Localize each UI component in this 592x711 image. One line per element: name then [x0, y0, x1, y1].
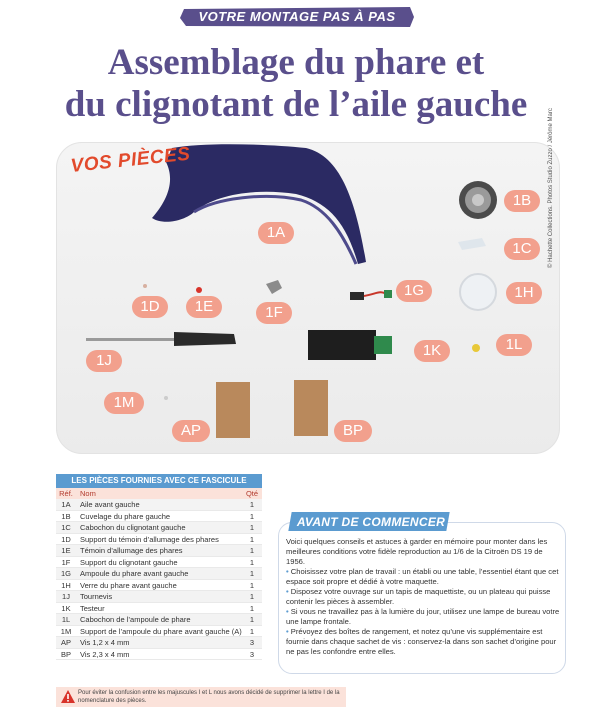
- row-ref: 1L: [61, 615, 71, 624]
- table-row: [56, 511, 262, 523]
- table-row: [56, 545, 262, 557]
- col-name: Nom: [80, 489, 96, 498]
- col-ref: Réf.: [59, 489, 73, 498]
- tag-1B: 1B: [504, 190, 540, 212]
- row-name: Ampoule du phare avant gauche: [80, 569, 189, 578]
- bullet-mark: •: [286, 607, 289, 616]
- tips-body: [286, 537, 560, 657]
- tag-1K: 1K: [414, 340, 450, 362]
- table-row: [56, 522, 262, 534]
- tips-bullet-text: Choisissez votre plan de travail : un établi ou une table, l’essentiel étant que cet espace soit propre et dédié à votre maquette.: [286, 567, 559, 586]
- row-qte: 1: [249, 626, 255, 636]
- row-name: Aile avant gauche: [80, 500, 140, 509]
- tips-bullet-3: [286, 607, 560, 627]
- row-name: Cabochon de l’ampoule de phare: [80, 615, 191, 624]
- row-qte: 1: [249, 546, 255, 555]
- tag-1C: 1C: [504, 238, 540, 260]
- row-ref: 1H: [61, 580, 71, 590]
- row-name: Support de l’ampoule du phare avant gauche (A): [80, 626, 242, 636]
- row-ref: 1E: [61, 546, 71, 555]
- parts-table-body: [56, 499, 262, 660]
- bullet-mark: •: [286, 567, 289, 576]
- table-row: [56, 626, 262, 638]
- table-row: [56, 637, 262, 649]
- row-name: Tournevis: [80, 592, 113, 601]
- parts-label: VOS PIÈCES: [69, 143, 192, 178]
- tips-bullet-1: [286, 567, 560, 587]
- tips-bullet-text: Disposez votre ouvrage sur un tapis de maquettiste, ou un plateau qui puisse contenir les pièces à assembler.: [286, 587, 551, 606]
- row-qte: 1: [249, 557, 255, 567]
- row-ref: BP: [60, 649, 71, 659]
- tag-1G: 1G: [396, 280, 432, 302]
- row-name: Verre du phare avant gauche: [80, 580, 177, 590]
- row-ref: 1K: [61, 603, 71, 613]
- row-ref: 1D: [61, 534, 71, 544]
- tag-1H: 1H: [506, 282, 542, 304]
- row-ref: 1G: [60, 569, 71, 578]
- tips-bullet-4: [286, 627, 560, 657]
- table-row: [56, 649, 262, 661]
- row-qte: 1: [249, 523, 255, 532]
- tips-bullet-text: Prévoyez des boîtes de rangement, et notez qu’une vis supplémentaire est fournie dans chaque sachet de vis : conservez-la dans son sachet d’origine pour ne pas les confondre entre elles.: [286, 627, 557, 656]
- tag-AP: AP: [172, 420, 210, 442]
- tag-BP: BP: [334, 420, 372, 442]
- tag-1F: 1F: [256, 302, 292, 324]
- row-name: Cabochon du clignotant gauche: [80, 523, 186, 532]
- row-name: Vis 2,3 x 4 mm: [80, 649, 130, 659]
- tag-1A: 1A: [258, 222, 294, 244]
- row-name: Vis 1,2 x 4 mm: [80, 638, 130, 647]
- row-ref: 1J: [62, 592, 70, 601]
- table-row: [56, 568, 262, 580]
- row-ref: 1C: [61, 523, 71, 532]
- tag-1M: 1M: [104, 392, 144, 414]
- row-ref: AP: [60, 638, 71, 647]
- row-qte: 1: [249, 615, 255, 624]
- bullet-mark: •: [286, 587, 289, 596]
- tag-1D: 1D: [132, 296, 168, 318]
- table-row: [56, 614, 262, 626]
- row-qte: 1: [249, 603, 255, 613]
- row-qte: 3: [249, 649, 255, 659]
- tips-title: AVANT DE COMMENCER: [296, 515, 446, 529]
- row-qte: 1: [249, 511, 255, 521]
- tag-1J: 1J: [86, 350, 122, 372]
- tag-1L: 1L: [496, 334, 532, 356]
- tag-1E: 1E: [186, 296, 222, 318]
- row-name: Support du clignotant gauche: [80, 557, 178, 567]
- photo-credit: © Hachette Collections. Photos Studio Zuzzo / Jérôme Marc: [548, 108, 554, 268]
- row-qte: 1: [249, 534, 255, 544]
- tips-bullet-2: [286, 587, 560, 607]
- tips-bullet-text: Si vous ne travaillez pas à la lumière du jour, utilisez une lampe de bureau votre une lampe frontale.: [286, 607, 560, 626]
- table-row: [56, 534, 262, 546]
- parts-table-columns: [56, 488, 262, 499]
- row-qte: 1: [249, 580, 255, 590]
- row-name: Témoin d’allumage des phares: [80, 546, 183, 555]
- title-line-2: du clignotant de l’aile gauche: [64, 84, 528, 125]
- table-row: [56, 603, 262, 615]
- row-qte: 1: [249, 592, 255, 601]
- row-qte: 1: [249, 500, 255, 509]
- row-ref: 1B: [61, 511, 71, 521]
- row-ref: 1F: [61, 557, 71, 567]
- row-name: Cuvelage du phare gauche: [80, 511, 171, 521]
- row-qte: 1: [249, 569, 255, 578]
- page-title: [20, 42, 572, 126]
- row-ref: 1M: [60, 626, 72, 636]
- row-name: Support du témoin d’allumage des phares: [80, 534, 219, 544]
- row-ref: 1A: [61, 500, 71, 509]
- section-banner: [178, 6, 416, 28]
- bullet-mark: •: [286, 627, 289, 636]
- table-row: [56, 557, 262, 569]
- col-qte: Qté: [245, 489, 259, 498]
- row-name: Testeur: [80, 603, 105, 613]
- table-row: [56, 499, 262, 511]
- tips-intro: Voici quelques conseils et astuces à garder en mémoire pour monter dans les meilleures conditions votre fidèle reproduction au 1/6 de la Citroën DS 19 de 1956.: [286, 537, 548, 566]
- banner-text: VOTRE MONTAGE PAS À PAS: [198, 9, 396, 24]
- warning-triangle-icon: [60, 689, 76, 705]
- warning-text: Pour éviter la confusion entre les majuscules I et L nous avons décidé de supprimer la lettre I de la nomenclature des pièces.: [78, 690, 340, 704]
- title-line-1: Assemblage du phare et: [107, 42, 485, 83]
- table-row: [56, 580, 262, 592]
- row-qte: 3: [249, 638, 255, 647]
- parts-table-heading: LES PIÈCES FOURNIES AVEC CE FASCICULE: [56, 474, 262, 488]
- table-row: [56, 591, 262, 603]
